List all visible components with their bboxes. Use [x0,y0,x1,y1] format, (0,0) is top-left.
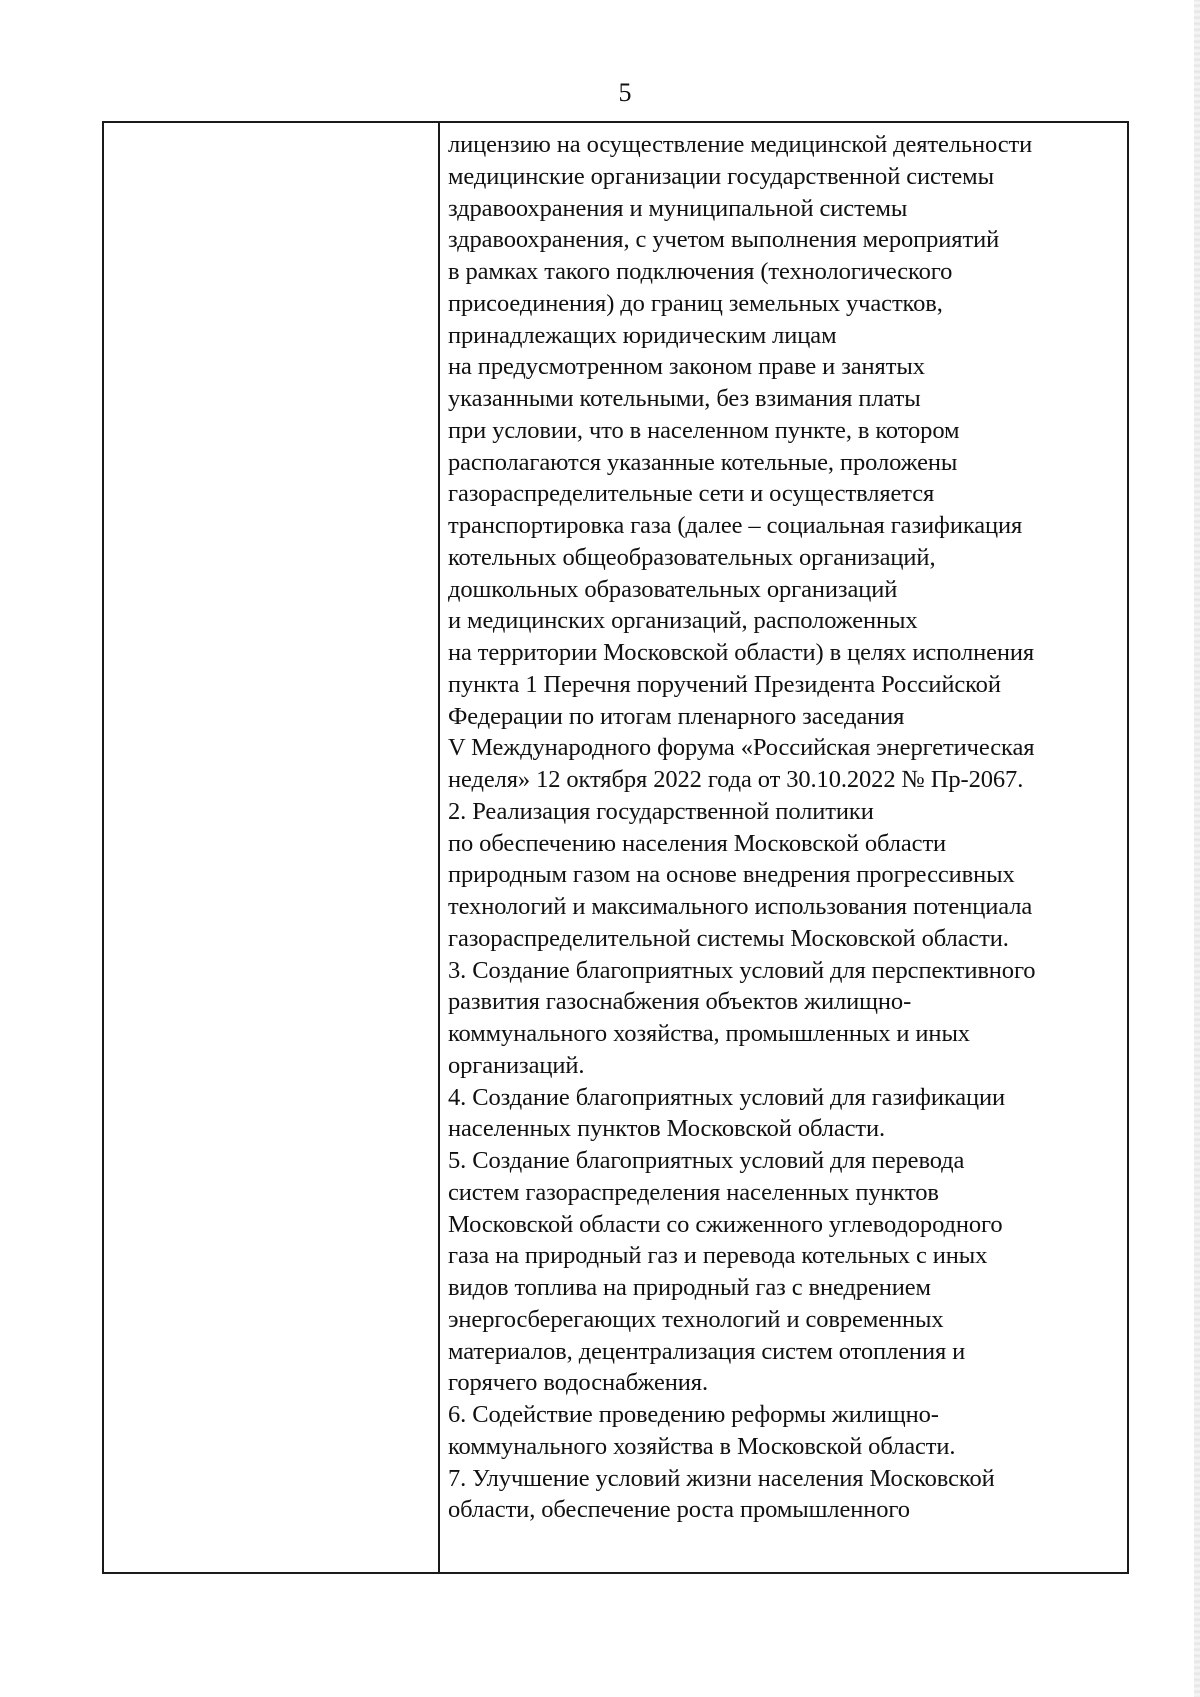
text-line: в рамках такого подключения (технологического [448,258,953,285]
text-line: 6. Содействие проведению реформы жилищно- [448,1401,939,1428]
text-line: принадлежащих юридическим лицам [448,321,837,349]
text-line: Московской области со сжиженного углеводородного [448,1210,1003,1238]
table-left-cell [104,123,440,1572]
text-line: 7. Улучшение условий жизни населения Московской [448,1464,995,1492]
text-line: дошкольных образовательных организаций [448,575,898,603]
text-line: здравоохранения и муниципальной системы [448,194,908,222]
text-line: систем газораспределения населенных пунктов [448,1178,939,1206]
text-line: технологий и максимального использования потенциала [448,893,1033,920]
text-line: лицензию на осуществление медицинской деятельности [448,131,1033,158]
text-line: энергосберегающих технологий и современных [448,1305,944,1333]
text-line: 4. Создание благоприятных условий для газификации [448,1083,1006,1111]
text-line: здравоохранения, с учетом выполнения мероприятий [448,226,1000,254]
text-line: коммунального хозяйства в Московской области. [448,1432,956,1460]
text-line: на предусмотренном законом праве и занятых [448,353,925,381]
text-line: Федерации по итогам пленарного заседания [448,702,905,730]
text-line: и медицинских организаций, расположенных [448,607,918,635]
text-line: природным газом на основе внедрения прогрессивных [448,861,1015,889]
text-line: по обеспечению населения Московской области [448,829,947,857]
table-right-cell [440,123,1127,1572]
text-line: 5. Создание благоприятных условий для перевода [448,1147,965,1174]
text-line: 3. Создание благоприятных условий для перспективного [448,956,1036,984]
text-line: котельных общеобразовательных организаций, [448,543,936,571]
text-line: развития газоснабжения объектов жилищно- [448,988,912,1016]
text-line: при условии, что в населенном пункте, в котором [448,416,960,444]
text-line: на территории Московской области) в целях исполнения [448,639,1035,666]
text-line: населенных пунктов Московской области. [448,1115,886,1143]
page-number: 5 [618,78,632,107]
text-line: газораспределительной системы Московской области. [448,924,1009,952]
text-line: транспортировка газа (далее – социальная газификация [448,512,1023,539]
text-line: материалов, децентрализация систем отопления и [448,1337,966,1365]
text-line: коммунального хозяйства, промышленных и иных [448,1020,970,1047]
text-line: газа на природный газ и перевода котельных с иных [448,1242,988,1270]
text-line: 2. Реализация государственной политики [448,797,874,825]
text-line: газораспределительные сети и осуществляется [448,480,935,508]
text-line: неделя» 12 октября 2022 года от 30.10.2022 № Пр-2067. [448,766,1024,793]
text-line: присоединения) до границ земельных участков, [448,289,943,317]
text-line: области, обеспечение роста промышленного [448,1496,910,1524]
text-line: горячего водоснабжения. [448,1369,708,1397]
scan-edge-artifact [1194,0,1200,1697]
text-line: пункта 1 Перечня поручений Президента Российской [448,670,1001,698]
text-line: организаций. [448,1051,585,1079]
text-line: медицинские организации государственной системы [448,162,994,190]
text-line: указанными котельными, без взимания платы [448,385,921,412]
text-line: V Международного форума «Российская энергетическая [448,734,1035,762]
document-table [102,121,1129,1574]
text-line: видов топлива на природный газ с внедрением [448,1274,931,1301]
text-line: располагаются указанные котельные, проложены [448,448,958,476]
